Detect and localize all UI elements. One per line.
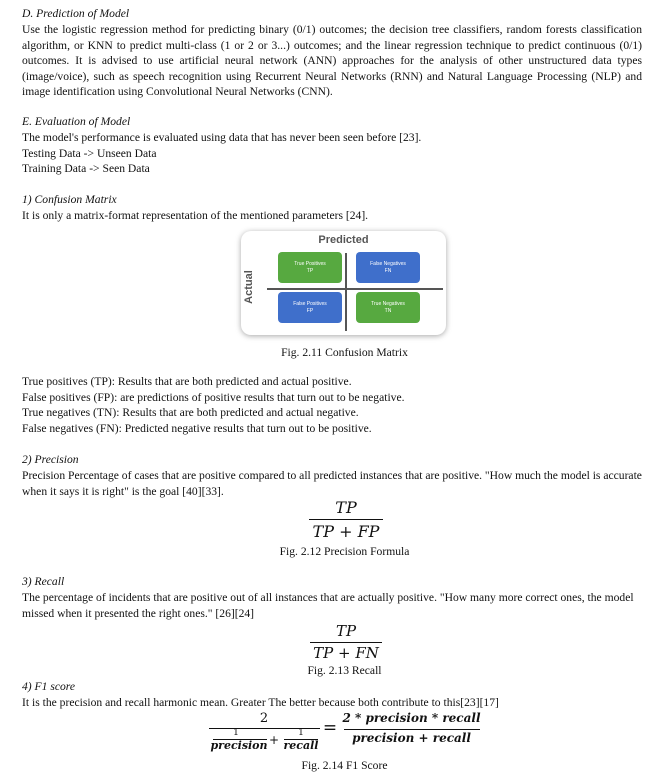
definition-fp: False positives (FP): are predictions of positive results that turn out to be negative. <box>22 391 405 404</box>
f1-one-b: 1 <box>298 728 304 738</box>
recall-fraction-bar <box>310 642 382 643</box>
confusion-matrix-figure <box>241 231 446 335</box>
confusion-caption: Fig. 2.11 Confusion Matrix <box>281 346 408 359</box>
section-e-line1: The model's performance is evaluated using data that has never been seen before [23]. <box>22 131 422 144</box>
cell-false-positives <box>278 292 342 323</box>
precision-fraction-bar <box>309 519 383 520</box>
section-e-line3: Training Data -> Seen Data <box>22 162 150 175</box>
cell-fn-abbr: FN <box>384 267 392 274</box>
predicted-label: Predicted <box>318 234 369 246</box>
recall-numerator: TP <box>335 622 357 640</box>
section-d-heading: D. Prediction of Model <box>22 7 130 20</box>
recall-heading: 3) Recall <box>22 575 65 588</box>
f1-one-a: 1 <box>233 728 239 738</box>
cell-fp-label: False Positives <box>293 300 327 307</box>
confusion-heading: 1) Confusion Matrix <box>22 193 117 206</box>
section-e-heading: E. Evaluation of Model <box>22 115 131 128</box>
f1-caption: Fig. 2.14 F1 Score <box>301 759 388 772</box>
cell-tp-abbr: TP <box>306 267 314 274</box>
section-e-line2: Testing Data -> Unseen Data <box>22 147 157 160</box>
definition-tp: True positives (TP): Results that are both predicted and actual positive. <box>22 375 352 388</box>
f1-rhs-numerator: 2 * precision * recall <box>342 711 481 725</box>
recall-caption: Fig. 2.13 Recall <box>307 664 382 677</box>
f1-rhs-bar <box>344 729 480 730</box>
matrix-horizontal-divider <box>267 288 443 290</box>
f1-heading: 4) F1 score <box>22 680 76 693</box>
cell-tp-label: True Positives <box>294 260 326 267</box>
f1-body: It is the precision and recall harmonic mean. Greater The better because both contribute to this[23][17] <box>22 696 499 709</box>
cell-fn-label: False Negatives <box>370 260 406 267</box>
f1-rhs-denominator: precision + recall <box>352 731 471 745</box>
cell-fp-abbr: FP <box>306 307 314 314</box>
cell-tn-label: True Negatives <box>371 300 405 307</box>
cell-tn-abbr: TN <box>384 307 392 314</box>
f1-plus: + <box>268 733 280 747</box>
f1-precision-word: precision <box>210 739 268 752</box>
definition-tn: True negatives (TN): Results that are both predicted and actual negative. <box>22 406 359 419</box>
confusion-intro: It is only a matrix-format representation of the mentioned parameters [24]. <box>22 209 369 222</box>
f1-equals: = <box>322 718 338 738</box>
section-d-body: Use the logistic regression method for predicting binary (0/1) outcomes; the decision tree classifiers, random forests classification algorithm, or KNN to predict multi-class (1 or 2 or 3...) outcomes; and the linear regression technique to predict continuous (0/1) outcomes. It is advised to use artificial neural network (ANN) approaches for the analysis of other unstructured data types (image/voice), such as speech recognition using Recurrent Neural Networks (RNN) and Natural Language Processing (NLP) and image identification using Convolutional Neural Networks (CNN). <box>22 23 642 98</box>
cell-true-positives <box>278 252 342 283</box>
precision-caption: Fig. 2.12 Precision Formula <box>279 545 410 558</box>
precision-denominator: TP + FP <box>312 522 380 541</box>
actual-label: Actual <box>243 270 255 304</box>
cell-false-negatives <box>356 252 420 283</box>
definition-fn: False negatives (FN): Predicted negative results that turn out to be positive. <box>22 422 372 435</box>
recall-denominator: TP + FN <box>313 644 379 662</box>
matrix-vertical-divider <box>345 253 347 331</box>
recall-body: The percentage of incidents that are positive out of all instances that are actually positive. "How many more correct ones, the model missed when it presented the right ones." [26][24] <box>22 591 634 620</box>
precision-body: Precision Percentage of cases that are positive compared to all predicted instances that are positive. "How much the model is accurate when it says it is right" is the goal [40][33]. <box>22 469 642 498</box>
cell-true-negatives <box>356 292 420 323</box>
precision-heading: 2) Precision <box>22 453 79 466</box>
f1-two: 2 <box>259 711 269 726</box>
f1-recall-word: recall <box>283 739 319 752</box>
precision-numerator: TP <box>335 498 357 517</box>
